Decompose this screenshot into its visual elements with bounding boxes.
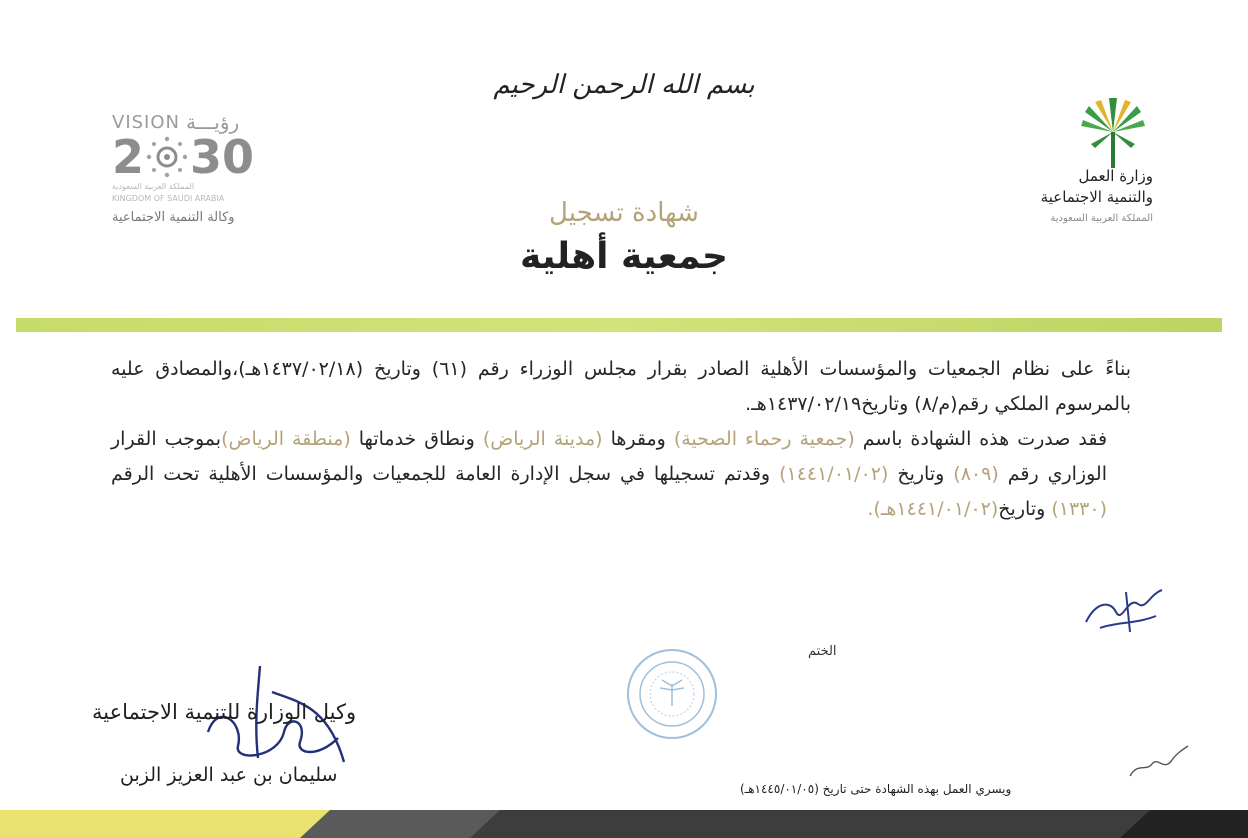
ministry-name-line2: والتنمية الاجتماعية <box>1040 188 1153 206</box>
basmala: بسم الله الرحمن الرحيم <box>493 70 755 100</box>
signatory-title: وكيل الوزارة للتنمية الاجتماعية <box>92 700 357 724</box>
registration-date: (١٤٤١/٠١/٠٢هـ). <box>867 498 999 520</box>
signatory-name: سليمان بن عبد العزيز الزبن <box>120 764 338 786</box>
body-text-segment: وقدتم تسجيلها في سجل الإدارة العامة للجمعيات والمؤسسات الأهلية تحت الرقم <box>111 463 771 485</box>
organization-name: (جمعية رحماء الصحية) <box>673 428 855 450</box>
body-text-segment: وتاريخ <box>897 463 945 485</box>
ministry-kingdom-line: المملكة العربية السعودية <box>1050 213 1153 224</box>
reviewer-signature <box>1076 582 1172 638</box>
body-text-segment: ونطاق خدماتها <box>358 428 475 450</box>
validity-statement: ويسري العمل بهذه الشهادة حتى تاريخ (١٤٤٥/٠١/٠٥هـ) <box>740 782 1012 796</box>
body-text-segment: وتاريخ <box>998 498 1046 520</box>
vision-subtitle-ar: المملكة العربية السعودية <box>112 182 195 191</box>
body-paragraph-1: بناءً على نظام الجمعيات والمؤسسات الأهلية الصادر بقرار مجلس الوزراء رقم (٦١) وتاريخ (١٤٣٧/٠٢/١٨هـ)،والمصادق عليه بالمرسوم الملكي رقم(م/٨) وتاريخ١٤٣٧/٠٢/١٩هـ. <box>111 358 1131 415</box>
body-text-segment: بموجب القرار الوزاري رقم <box>111 428 1107 485</box>
seal-label: الختم <box>808 644 837 659</box>
footer-decorative-band <box>0 810 1248 838</box>
registration-number: (١٣٣٠) <box>1051 498 1107 520</box>
green-divider-band <box>16 318 1222 332</box>
vision-year-right: 30 <box>190 130 255 184</box>
body-paragraph-2 <box>111 422 1131 527</box>
decision-date: (١٤٤١/٠١/٠٢) <box>779 463 889 485</box>
palm-emblem-icon <box>1073 92 1153 172</box>
certificate-title: شهادة تسجيل <box>549 198 699 228</box>
certificate-body <box>111 352 1131 527</box>
footer-initial-signature <box>1124 742 1192 784</box>
vision-agency: وكالة التنمية الاجتماعية <box>112 210 235 225</box>
official-seal <box>624 646 720 742</box>
body-text-segment: ومقرها <box>610 428 666 450</box>
vision-year-left: 2 <box>112 130 145 184</box>
decision-number: (٨٠٩) <box>953 463 999 485</box>
certificate-subtitle: جمعية أهلية <box>520 236 728 277</box>
palm-sun-icon <box>144 134 190 180</box>
service-scope: (منطقة الرياض) <box>221 428 351 450</box>
vision-word-ar: رؤيـــة <box>186 110 240 134</box>
body-text-segment: فقد صدرت هذه الشهادة باسم <box>862 428 1108 450</box>
headquarters: (مدينة الرياض) <box>482 428 603 450</box>
vision-subtitle-en: KINGDOM OF SAUDI ARABIA <box>112 194 225 203</box>
ministry-name-line1: وزارة العمل <box>1078 167 1153 185</box>
vision-word-en: VISION <box>112 111 180 133</box>
